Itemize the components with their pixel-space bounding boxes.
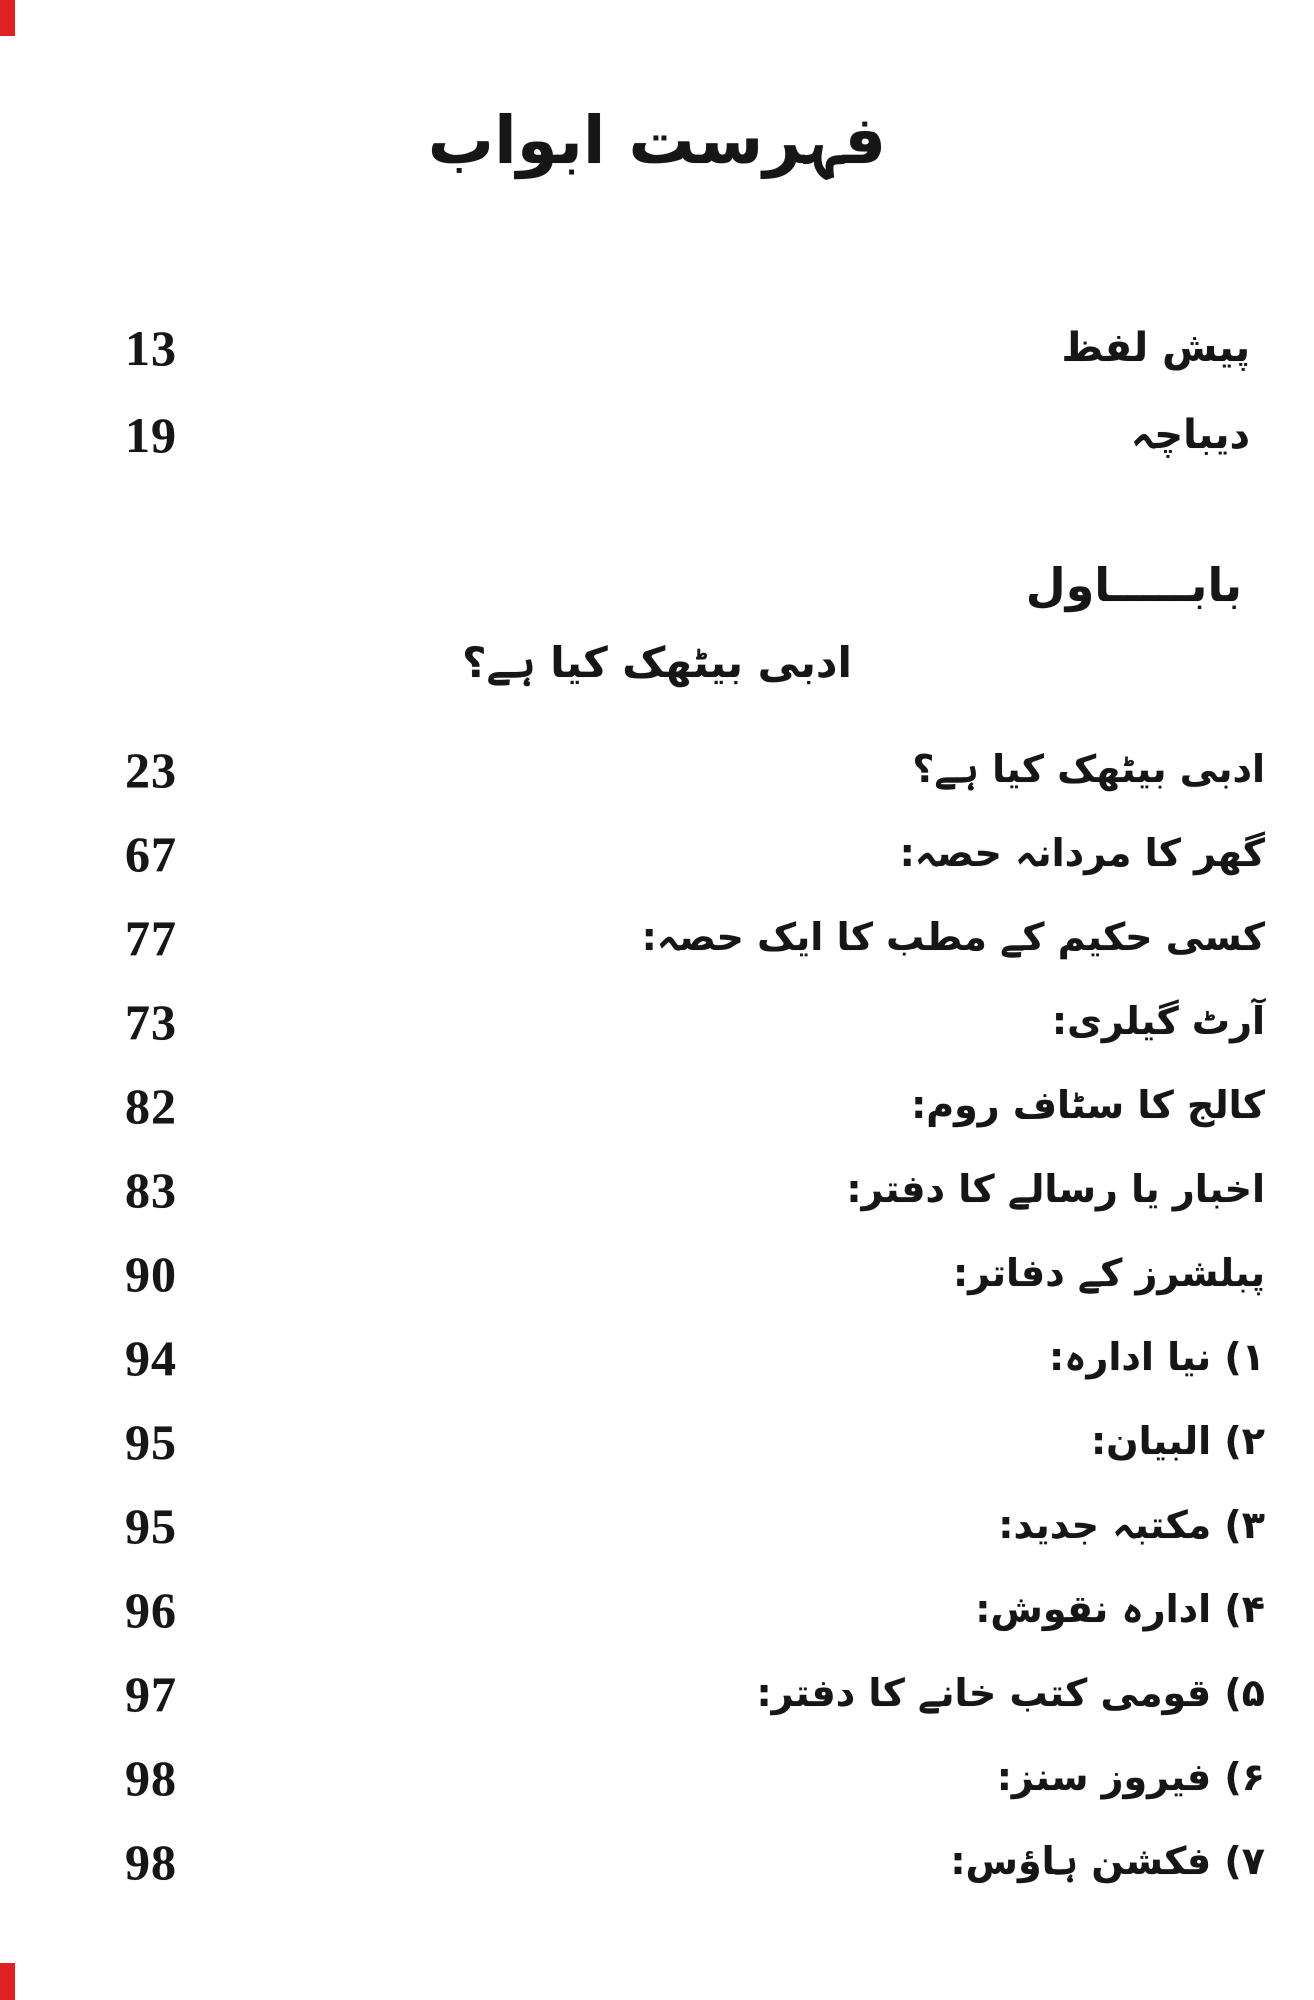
- entry-title: کسی حکیم کے مطب کا ایک حصہ:: [641, 915, 1265, 960]
- entry-title: کالج کا سٹاف روم:: [911, 1083, 1265, 1128]
- page-number: 90: [125, 1246, 177, 1302]
- page-number: 95: [125, 1498, 177, 1554]
- toc-row: [0, 728, 1314, 812]
- chapter-heading: بابـــــاول: [1025, 558, 1242, 612]
- entry-title: ۲) البیان:: [1090, 1419, 1265, 1464]
- entry-title: آرٹ گیلری:: [1051, 999, 1265, 1044]
- page-number: 95: [125, 1414, 177, 1470]
- entry-title: ۱) نیا ادارہ:: [1049, 1335, 1265, 1380]
- entry-title: گھر کا مردانہ حصہ:: [899, 831, 1265, 876]
- page-number: 98: [125, 1834, 177, 1890]
- entry-title: ادبی بیٹھک کیا ہے؟: [912, 747, 1265, 792]
- entry-title: اخبار یا رسالے کا دفتر:: [846, 1167, 1265, 1212]
- page-number: 96: [125, 1582, 177, 1638]
- toc-row: [0, 1064, 1314, 1148]
- entry-title: پبلشرز کے دفاتر:: [952, 1251, 1265, 1296]
- page-number: 19: [125, 407, 177, 463]
- toc-row: [0, 812, 1314, 896]
- entry-title: ۳) مکتبہ جدید:: [998, 1503, 1265, 1548]
- page-number: 94: [125, 1330, 177, 1386]
- toc-row: [0, 393, 1314, 477]
- toc-row: [0, 1400, 1314, 1484]
- entry-title: پیش لفظ: [1061, 325, 1250, 371]
- page-number: 82: [125, 1078, 177, 1134]
- page-number: 98: [125, 1750, 177, 1806]
- page-number: 73: [125, 994, 177, 1050]
- toc-row: [0, 1736, 1314, 1820]
- toc-row: [0, 1568, 1314, 1652]
- toc-row: [0, 1316, 1314, 1400]
- scan-red-mark-top-left: [0, 0, 15, 36]
- chapter-subheading: ادبی بیٹھک کیا ہے؟: [462, 638, 852, 687]
- toc-row: [0, 1484, 1314, 1568]
- entry-title: ۷) فکشن ہاؤس:: [950, 1839, 1265, 1884]
- toc-row: [0, 1820, 1314, 1904]
- entry-title: ۶) فیروز سنز:: [996, 1755, 1265, 1800]
- page-number: 67: [125, 826, 177, 882]
- toc-row: [0, 896, 1314, 980]
- toc-row: [0, 1148, 1314, 1232]
- page-title: فہرست ابواب: [427, 102, 887, 179]
- entry-title: دیباچہ: [1130, 412, 1250, 458]
- page-number: 83: [125, 1162, 177, 1218]
- page-number: 13: [125, 320, 177, 376]
- toc-row: [0, 306, 1314, 390]
- entry-title: ۴) ادارہ نقوش:: [975, 1587, 1265, 1632]
- toc-row: [0, 980, 1314, 1064]
- page-number: 23: [125, 742, 177, 798]
- page-number: 77: [125, 910, 177, 966]
- toc-row: [0, 1652, 1314, 1736]
- scan-red-mark-bottom-left: [0, 1963, 15, 2000]
- page-number: 97: [125, 1666, 177, 1722]
- toc-row: [0, 1232, 1314, 1316]
- entry-title: ۵) قومی کتب خانے کا دفتر:: [756, 1671, 1265, 1716]
